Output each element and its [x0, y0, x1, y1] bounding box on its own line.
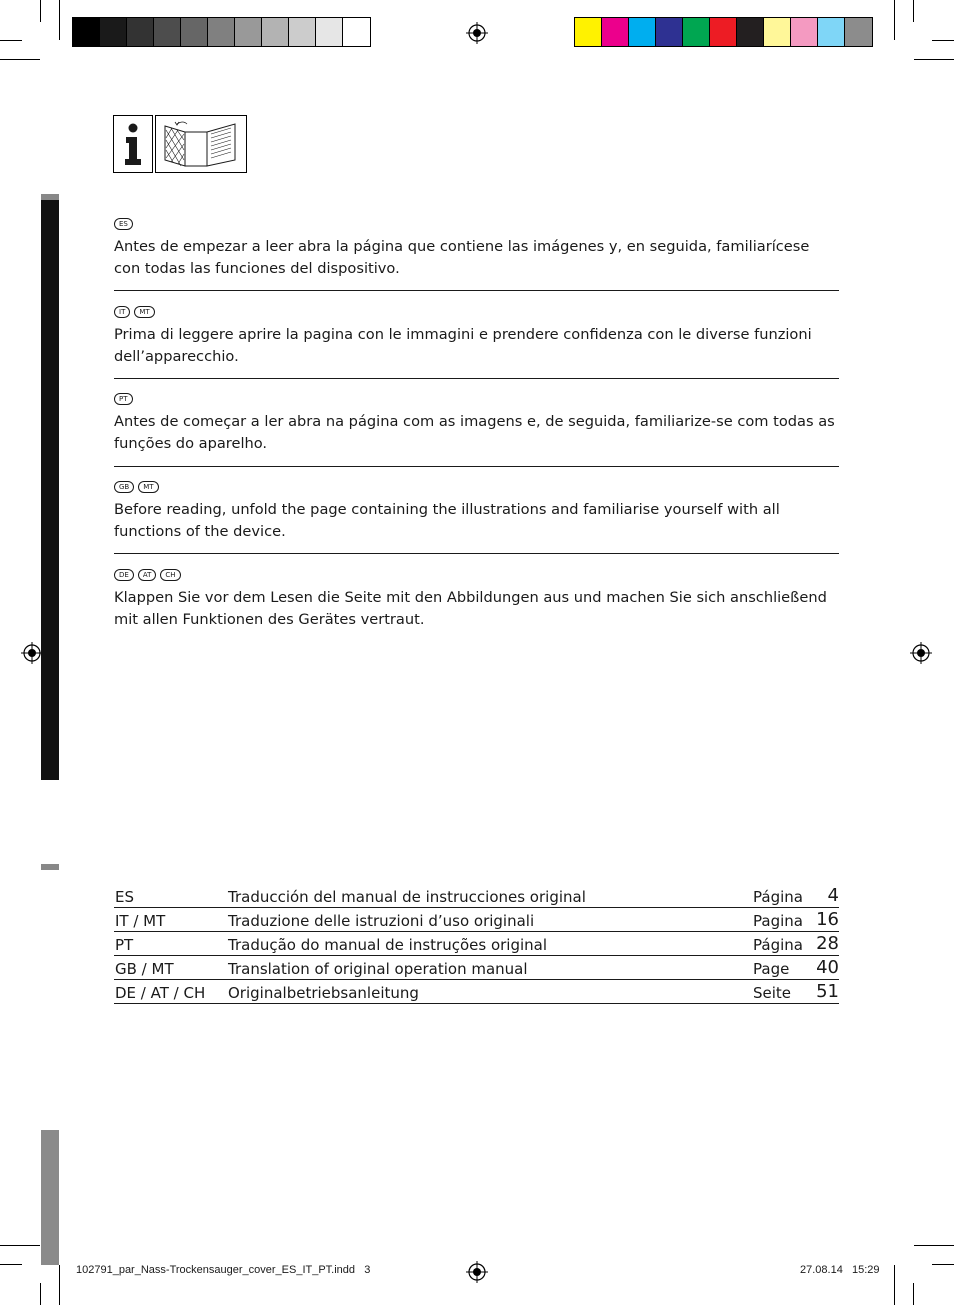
color-swatch — [127, 18, 154, 46]
registration-mark-icon — [466, 22, 488, 44]
language-section-gb-mt — [114, 481, 839, 543]
toc-row — [114, 908, 839, 932]
instruction-icons — [113, 115, 247, 173]
color-swatch — [208, 18, 235, 46]
language-section-pt — [114, 393, 839, 455]
crop-mark — [0, 40, 22, 41]
color-swatch — [181, 18, 208, 46]
toc-page-number: 28 — [816, 933, 839, 954]
toc-title: Originalbetriebsanleitung — [228, 984, 419, 1002]
color-swatch — [710, 18, 737, 46]
country-badge: DE — [114, 569, 134, 581]
toc-title: Traduzione delle istruzioni d’uso originali — [228, 912, 535, 930]
crop-mark — [913, 1283, 914, 1305]
color-swatch — [737, 18, 764, 46]
side-tab-marker — [41, 864, 59, 870]
toc-page-number: 40 — [816, 957, 839, 978]
country-badge: IT — [114, 306, 130, 318]
toc-title: Tradução do manual de instruções original — [228, 936, 548, 954]
registration-mark-icon — [21, 642, 43, 664]
toc-row — [114, 980, 839, 1004]
color-swatch — [791, 18, 818, 46]
toc-language: PT — [115, 936, 134, 954]
footer-time: 15:29 — [852, 1264, 880, 1276]
color-swatch — [818, 18, 845, 46]
color-swatch — [602, 18, 629, 46]
toc-row — [114, 884, 839, 908]
crop-mark — [894, 1265, 895, 1305]
language-section-es — [114, 218, 839, 280]
color-swatch — [656, 18, 683, 46]
color-swatch — [764, 18, 791, 46]
divider — [114, 553, 839, 554]
toc-page-word: Página — [753, 936, 803, 954]
fold-out-page-icon — [155, 115, 247, 173]
color-swatch — [289, 18, 316, 46]
registration-mark-icon — [466, 1261, 488, 1283]
language-section-de-at-ch — [114, 569, 839, 631]
color-swatch — [154, 18, 181, 46]
color-swatch — [575, 18, 602, 46]
toc-title: Translation of original operation manual — [228, 960, 528, 978]
crop-mark — [59, 0, 60, 40]
toc-title: Traducción del manual de instrucciones original — [228, 888, 586, 906]
toc-language: IT / MT — [115, 912, 166, 930]
toc-language: DE / AT / CH — [115, 984, 206, 1002]
file-page-number: 3 — [364, 1264, 371, 1276]
section-text: Antes de começar a ler abra na página com as imagens e, de seguida, familiarize-se com todas as funções do aparelho. — [114, 413, 835, 452]
country-badge: AT — [138, 569, 157, 581]
footer-timestamp — [800, 1264, 880, 1276]
color-swatch — [629, 18, 656, 46]
color-swatch — [262, 18, 289, 46]
toc-row — [114, 932, 839, 956]
crop-mark — [913, 0, 914, 22]
footer-file-name — [76, 1264, 370, 1276]
toc-language: GB / MT — [115, 960, 174, 978]
process-color-bar — [574, 17, 873, 47]
color-swatch — [73, 18, 100, 46]
toc-page-word: Pagina — [753, 912, 803, 930]
color-swatch — [235, 18, 262, 46]
toc-page-number: 4 — [827, 885, 839, 906]
toc-page-number: 16 — [816, 909, 839, 930]
color-swatch — [100, 18, 127, 46]
divider — [114, 466, 839, 467]
toc-language: ES — [115, 888, 134, 906]
country-badge: PT — [114, 393, 133, 405]
language-section-it-mt — [114, 306, 839, 368]
color-swatch — [845, 18, 872, 46]
registration-mark-icon — [910, 642, 932, 664]
crop-mark — [914, 1245, 954, 1246]
toc-page-word: Página — [753, 888, 803, 906]
info-icon — [113, 115, 153, 173]
side-tab-gray — [41, 1130, 59, 1265]
section-text: Antes de empezar a leer abra la página que contiene las imágenes y, en seguida, familiarícese con todas las funciones del dispositivo. — [114, 238, 810, 277]
country-badge: CH — [160, 569, 180, 581]
country-badge: MT — [134, 306, 154, 318]
toc-page-word: Seite — [753, 984, 792, 1002]
color-swatch — [316, 18, 343, 46]
crop-mark — [932, 40, 954, 41]
divider — [114, 290, 839, 291]
toc-page-word: Page — [753, 960, 790, 978]
country-badge: GB — [114, 481, 134, 493]
crop-mark — [40, 1283, 41, 1305]
crop-mark — [932, 1264, 954, 1265]
grayscale-color-bar — [72, 17, 371, 47]
toc-page-number: 51 — [816, 981, 839, 1002]
color-swatch — [343, 18, 370, 46]
toc-row — [114, 956, 839, 980]
section-text: Before reading, unfold the page containing the illustrations and familiarise yourself with all functions of the device. — [114, 501, 780, 540]
crop-mark — [0, 1245, 40, 1246]
crop-mark — [914, 59, 954, 60]
side-tab-dark — [41, 200, 59, 780]
country-badge: ES — [114, 218, 133, 230]
country-badge: MT — [138, 481, 158, 493]
section-text: Klappen Sie vor dem Lesen die Seite mit den Abbildungen aus und machen Sie sich anschließend mit allen Funktionen des Gerätes vertraut. — [114, 589, 827, 628]
divider — [114, 378, 839, 379]
crop-mark — [40, 0, 41, 22]
crop-mark — [0, 1264, 22, 1265]
crop-mark — [894, 0, 895, 40]
table-of-contents — [114, 884, 839, 1004]
crop-mark — [59, 1265, 60, 1305]
color-swatch — [683, 18, 710, 46]
section-text: Prima di leggere aprire la pagina con le immagini e prendere confidenza con le diverse funzioni dell’apparecchio. — [114, 326, 812, 365]
footer-date: 27.08.14 — [800, 1264, 843, 1276]
file-name: 102791_par_Nass-Trockensauger_cover_ES_IT_PT.indd — [76, 1264, 356, 1276]
crop-mark — [0, 59, 40, 60]
